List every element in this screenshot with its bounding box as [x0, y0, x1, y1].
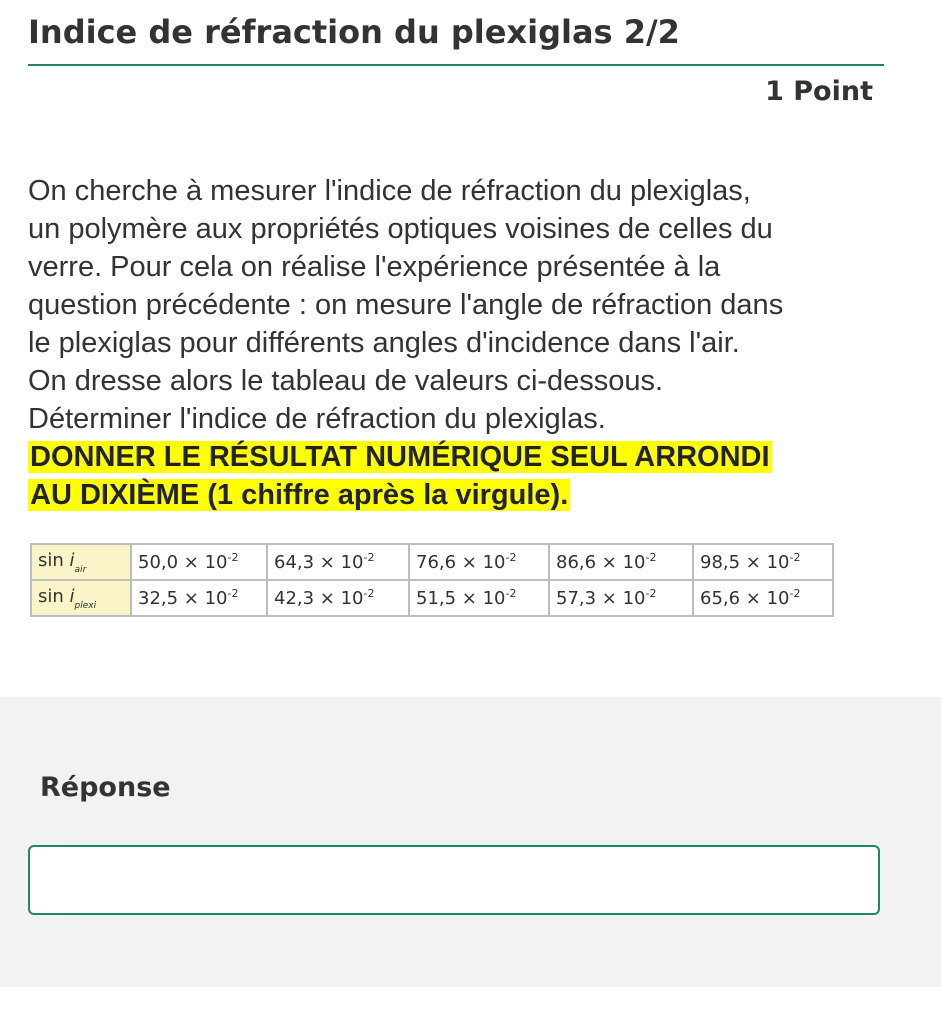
cell-mantissa: 51,5 × 10: [416, 588, 506, 609]
cell-mantissa: 32,5 × 10: [138, 588, 228, 609]
table-cell: [267, 580, 409, 616]
answer-input[interactable]: [28, 845, 880, 915]
table-cell: [131, 544, 267, 580]
row-header-sin-i-air: [31, 544, 131, 580]
cell-exponent: -2: [789, 587, 801, 600]
cell-exponent: -2: [363, 551, 375, 564]
table-cell: [549, 544, 693, 580]
question-line: On cherche à mesurer l'indice de réfraction du plexiglas,: [28, 175, 751, 207]
cell-exponent: -2: [645, 551, 657, 564]
cell-exponent: -2: [363, 587, 375, 600]
cell-mantissa: 76,6 × 10: [416, 552, 506, 573]
instruction-highlight: AU DIXIÈME (1 chiffre après la virgule).: [30, 479, 569, 511]
points-badge: 1 Point: [765, 76, 873, 107]
row-label: sin: [38, 585, 64, 607]
cell-mantissa: 57,3 × 10: [556, 588, 646, 609]
row-label: sin: [38, 549, 64, 571]
row-variable: i: [69, 549, 75, 571]
table-row-sin-i-plexi: [31, 580, 833, 616]
table-row-sin-i-air: [31, 544, 833, 580]
answer-panel: [0, 697, 941, 987]
cell-mantissa: 86,6 × 10: [556, 552, 646, 573]
cell-exponent: -2: [645, 587, 657, 600]
table-cell: [409, 580, 549, 616]
page-title: Indice de réfraction du plexiglas 2/2: [28, 13, 680, 51]
question-line: Déterminer l'indice de réfraction du plexiglas.: [28, 403, 606, 435]
table-cell: [409, 544, 549, 580]
cell-mantissa: 50,0 × 10: [138, 552, 228, 573]
instruction-line: [28, 476, 898, 514]
instruction-line: [28, 438, 898, 476]
values-table: [30, 543, 834, 617]
cell-exponent: -2: [227, 587, 239, 600]
question-line: le plexiglas pour différents angles d'incidence dans l'air.: [28, 327, 740, 359]
row-subscript: air: [74, 564, 87, 575]
cell-mantissa: 64,3 × 10: [274, 552, 364, 573]
question-line: un polymère aux propriétés optiques voisines de celles du: [28, 213, 773, 245]
question-text: [28, 172, 898, 514]
answer-label: Réponse: [40, 772, 171, 803]
row-subscript: plexi: [74, 600, 97, 611]
cell-exponent: -2: [789, 551, 801, 564]
cell-exponent: -2: [505, 551, 517, 564]
table-cell: [267, 544, 409, 580]
table-cell: [131, 580, 267, 616]
question-line: question précédente : on mesure l'angle de réfraction dans: [28, 289, 784, 321]
cell-exponent: -2: [227, 551, 239, 564]
cell-mantissa: 98,5 × 10: [700, 552, 790, 573]
table-cell: [549, 580, 693, 616]
question-line: On dresse alors le tableau de valeurs ci-dessous.: [28, 365, 664, 397]
row-header-sin-i-plexi: [31, 580, 131, 616]
cell-mantissa: 42,3 × 10: [274, 588, 364, 609]
table-cell: [693, 544, 833, 580]
title-divider: [28, 64, 884, 66]
table-cell: [693, 580, 833, 616]
cell-mantissa: 65,6 × 10: [700, 588, 790, 609]
row-variable: i: [69, 585, 75, 607]
question-line: verre. Pour cela on réalise l'expérience présentée à la: [28, 251, 721, 283]
cell-exponent: -2: [505, 587, 517, 600]
instruction-highlight: DONNER LE RÉSULTAT NUMÉRIQUE SEUL ARRONDI: [30, 441, 770, 473]
